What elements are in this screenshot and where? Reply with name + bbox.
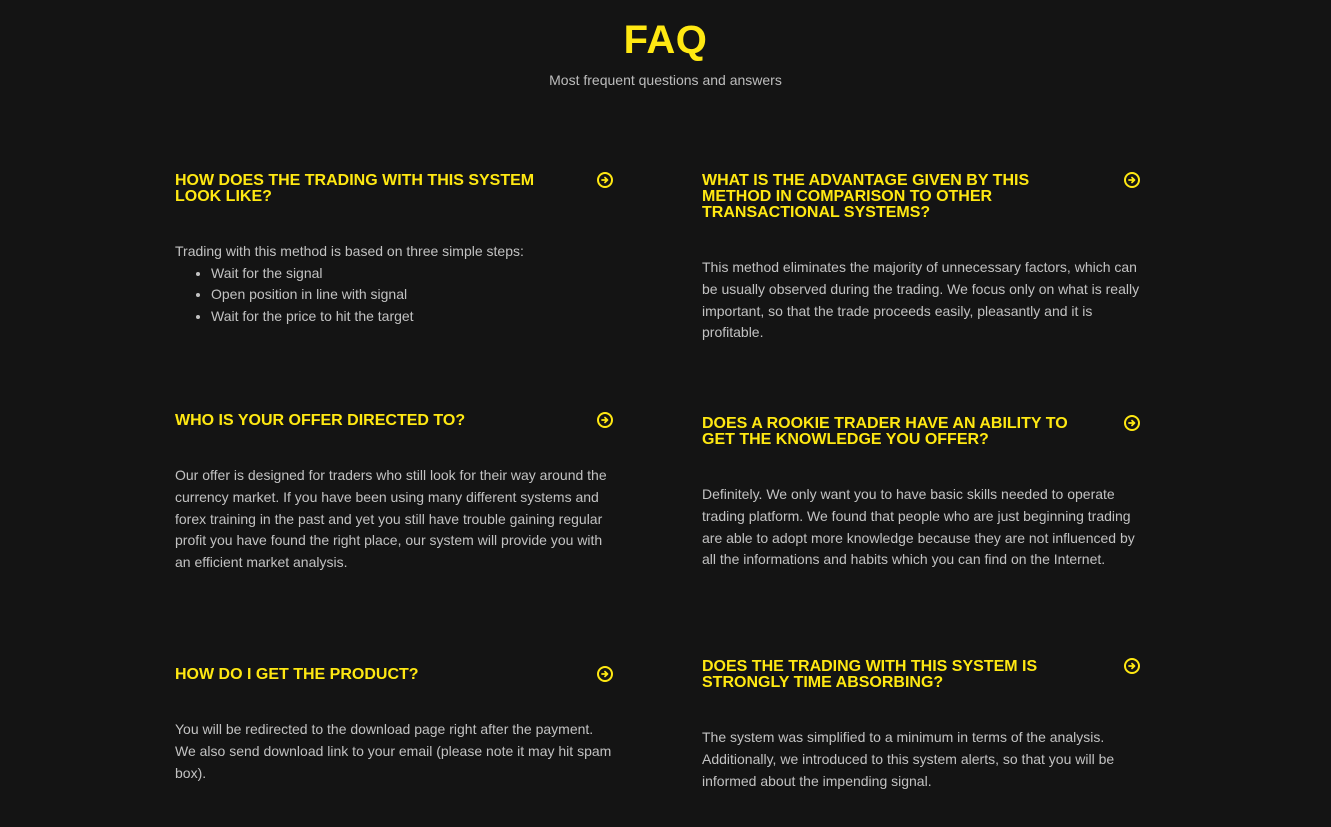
faq-header	[0, 16, 1331, 88]
page-title: FAQ	[623, 18, 708, 62]
faq-item	[702, 173, 1140, 344]
faq-item	[175, 173, 613, 328]
faq-item	[175, 667, 613, 784]
faq-answer: This method eliminates the majority of unnecessary factors, which can be usually observed during the trading. We focus only on what is really important, so that the trade proceeds easily, pleasantly and it is profitable.	[702, 259, 1140, 341]
faq-item	[175, 413, 613, 574]
faq-answer: You will be redirected to the download page right after the payment. We also send download link to your email (please note it may hit spam box).	[175, 721, 612, 781]
faq-question-row[interactable]	[702, 173, 1140, 221]
list-item: • Wait for the price to hit the target	[211, 306, 613, 328]
faq-question[interactable]: DOES A ROOKIE TRADER HAVE AN ABILITY TO GET THE KNOWLEDGE YOU OFFER?	[702, 415, 1068, 448]
faq-answer-intro: Trading with this method is based on three simple steps:	[175, 243, 524, 259]
faq-answer: The system was simplified to a minimum in terms of the analysis. Additionally, we introduced to this system alerts, so that you will be informed about the impending signal.	[702, 729, 1115, 789]
faq-question-row[interactable]	[702, 416, 1140, 448]
list-item: • Wait for the signal	[211, 263, 613, 285]
faq-question[interactable]: WHAT IS THE ADVANTAGE GIVEN BY THIS METHOD IN COMPARISON TO OTHER TRANSACTIONAL SYSTEMS?	[702, 172, 1030, 221]
faq-question[interactable]: HOW DOES THE TRADING WITH THIS SYSTEM LOOK LIKE?	[175, 172, 535, 205]
page-subtitle: Most frequent questions and answers	[549, 72, 782, 88]
faq-item	[702, 659, 1140, 792]
arrow-circle-right-icon[interactable]	[597, 666, 613, 682]
arrow-circle-right-icon[interactable]	[1124, 172, 1140, 188]
faq-question[interactable]: HOW DO I GET THE PRODUCT?	[175, 666, 419, 683]
list-item: • Open position in line with signal	[211, 284, 613, 306]
faq-question[interactable]: WHO IS YOUR OFFER DIRECTED TO?	[175, 412, 466, 429]
faq-answer: Definitely. We only want you to have basic skills needed to operate trading platform. We found that people who are just beginning trading are able to adopt more knowledge because they are not influenced by all the informations and habits which you can find on the Internet.	[702, 486, 1135, 568]
faq-answer: Our offer is designed for traders who still look for their way around the currency market. If you have been using many different systems and forex training in the past and yet you still have trouble gaining regular profit you have found the right place, our system will provide you with an efficient market analysis.	[175, 467, 607, 571]
arrow-circle-right-icon[interactable]	[597, 412, 613, 428]
arrow-circle-right-icon[interactable]	[1124, 415, 1140, 431]
faq-item	[702, 416, 1140, 571]
arrow-circle-right-icon[interactable]	[1124, 658, 1140, 674]
faq-question-row[interactable]	[175, 173, 613, 205]
faq-question-row[interactable]	[175, 667, 613, 683]
steps-list	[175, 263, 613, 328]
faq-question-row[interactable]	[175, 413, 613, 429]
faq-answer	[175, 241, 613, 328]
faq-question[interactable]: DOES THE TRADING WITH THIS SYSTEM IS STRONGLY TIME ABSORBING?	[702, 658, 1038, 691]
faq-question-row[interactable]	[702, 659, 1140, 691]
arrow-circle-right-icon[interactable]	[597, 172, 613, 188]
